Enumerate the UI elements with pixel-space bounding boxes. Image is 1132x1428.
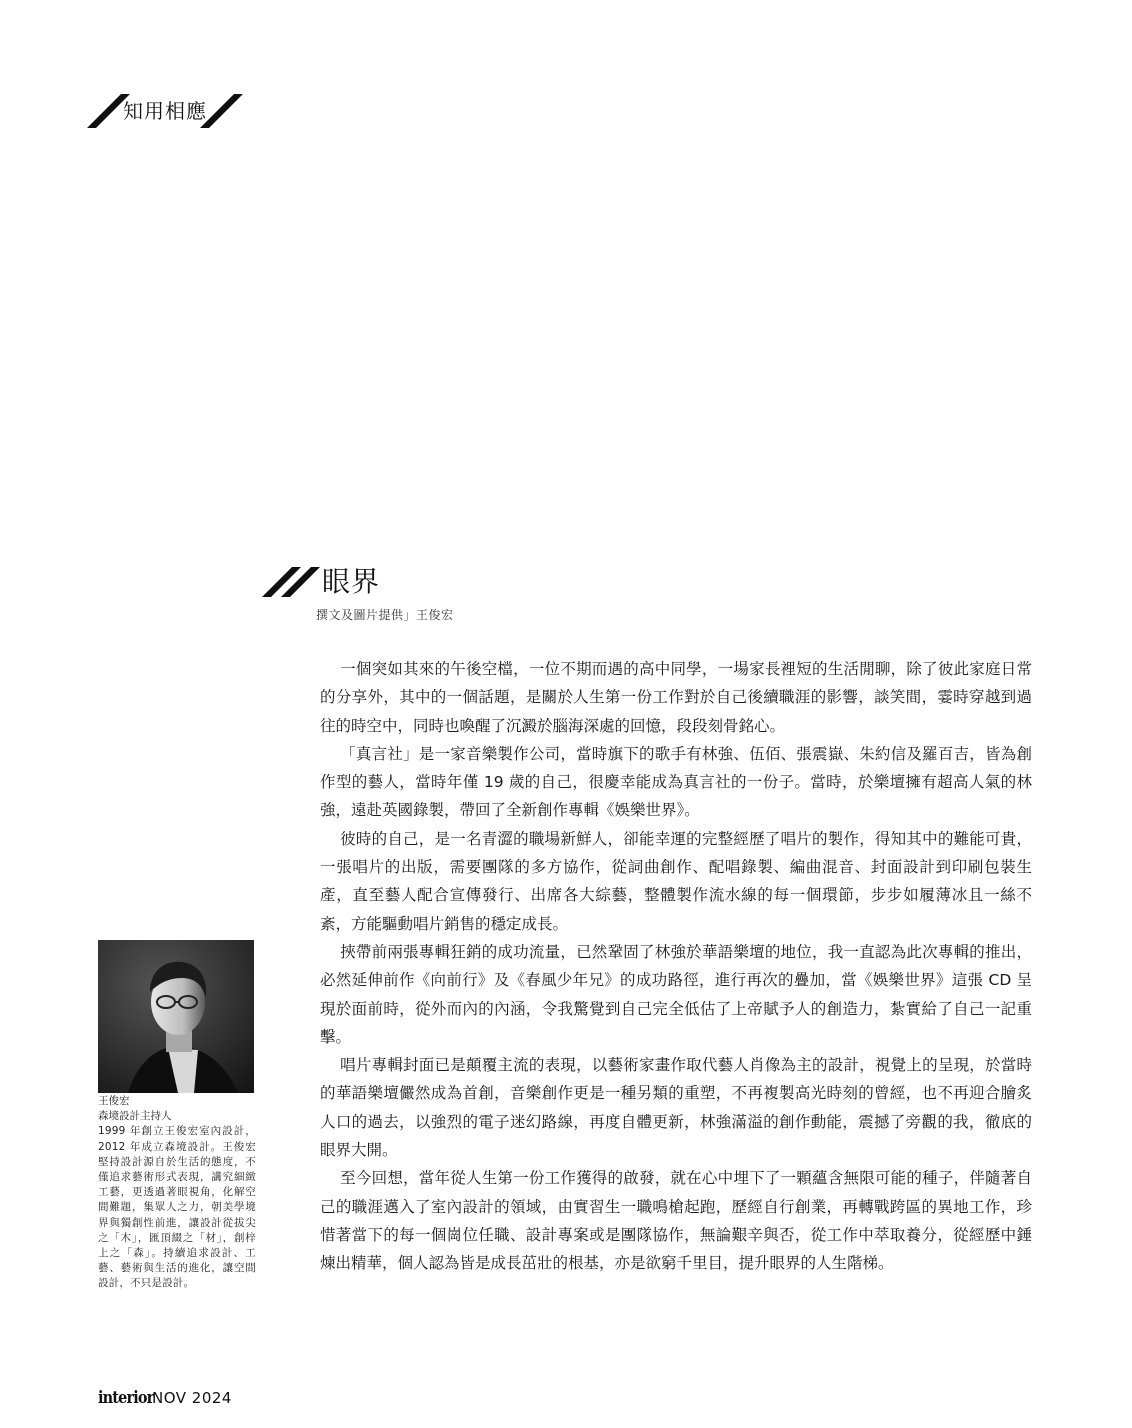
author-caption <box>98 1094 256 1292</box>
article-title: 眼界 <box>322 565 381 598</box>
section-tag <box>98 96 232 126</box>
author-title: 森境設計主持人 <box>98 1110 172 1123</box>
paragraph: 彼時的自己，是一名青澀的職場新鮮人，卻能幸運的完整經歷了唱片的製作，得知其中的難能可貴，一張唱片的出版，需要團隊的多方協作，從詞曲創作、配唱錄製、編曲混音、封面設計到印刷包裝生產，直至藝人配合宣傳發行、出席各大綜藝，整體製作流水線的每一個環節，步步如履薄冰且一絲不紊，方能驅動唱片銷售的穩定成長。 <box>320 829 1032 933</box>
paragraph: 「真言社」是一家音樂製作公司，當時旗下的歌手有林強、伍佰、張震嶽、朱約信及羅百吉，皆為創作型的藝人，當時年僅 19 歲的自己，很慶幸能成為真言社的一份子。當時，於樂壇擁有超高人氣的林強，遠赴英國錄製，帶回了全新創作專輯《娛樂世界》。 <box>320 744 1032 820</box>
section-tag-label: 知用相應 <box>123 99 207 123</box>
double-slash-icon <box>272 567 310 597</box>
article-byline: 撰文及圖片提供」王俊宏 <box>316 608 454 622</box>
author-portrait <box>98 940 254 1093</box>
author-name: 王俊宏 <box>98 1095 130 1107</box>
article-header <box>272 565 380 599</box>
article-body <box>320 655 1032 1278</box>
paragraph: 唱片專輯封面已是顛覆主流的表現，以藝術家畫作取代藝人肖像為主的設計，視覺上的呈現，於當時的華語樂壇儼然成為首創，音樂創作更是一種另類的重塑，不再複製高光時刻的曾經，也不再迎合膾炙人口的過去，以強烈的電子迷幻路線，再度自體更新，林強滿溢的創作動能，震撼了旁觀的我，徹底的眼界大開。 <box>320 1056 1032 1160</box>
magazine-logo: interior <box>98 1388 154 1408</box>
paragraph: 挾帶前兩張專輯狂銷的成功流量，已然鞏固了林強於華語樂壇的地位，我一直認為此次專輯的推出，必然延伸前作《向前行》及《春風少年兄》的成功路徑，進行再次的疊加，當《娛樂世界》這張 CD 呈現於面前時，從外而內的內涵，令我驚覺到自己完全低估了上帝賦予人的創造力，紮實給了自己一記重擊。 <box>320 942 1032 1046</box>
issue-date: NOV 2024 <box>152 1389 232 1407</box>
paragraph: 一個突如其來的午後空檔，一位不期而遇的高中同學，一場家長裡短的生活閒聊，除了彼此家庭日常的分享外，其中的一個話題，是關於人生第一份工作對於自己後續職涯的影響，談笑間，霎時穿越到過往的時空中，同時也喚醒了沉澱於腦海深處的回憶，段段刻骨銘心。 <box>320 660 1032 735</box>
paragraph: 至今回想，當年從人生第一份工作獲得的啟發，就在心中埋下了一顆蘊含無限可能的種子，伴隨著自己的職涯邁入了室內設計的領域，由實習生一職鳴槍起跑，歷經自行創業，再轉戰跨區的異地工作，珍惜著當下的每一個崗位任職、設計專案或是團隊協作，無論艱辛與否，從工作中萃取養分，從經歷中錘煉出精華，個人認為皆是成長茁壯的根基，亦是欲窮千里目，提升眼界的人生階梯。 <box>320 1169 1032 1273</box>
page-footer <box>98 1388 232 1408</box>
author-bio: 1999 年創立王俊宏室內設計，2012 年成立森境設計。王俊宏堅持設計源自於生活的態度，不僅追求藝術形式表現，講究細緻工藝，更透過著眼視角，化解空間難題，集眾人之力，朝美學境界與獨創性前進，讓設計從拔尖之「木」，匯頂綴之「材」，創梓上之「森」。持續追求設計、工藝、藝術與生活的進化，讓空間設計，不只是設計。 <box>98 1125 256 1290</box>
